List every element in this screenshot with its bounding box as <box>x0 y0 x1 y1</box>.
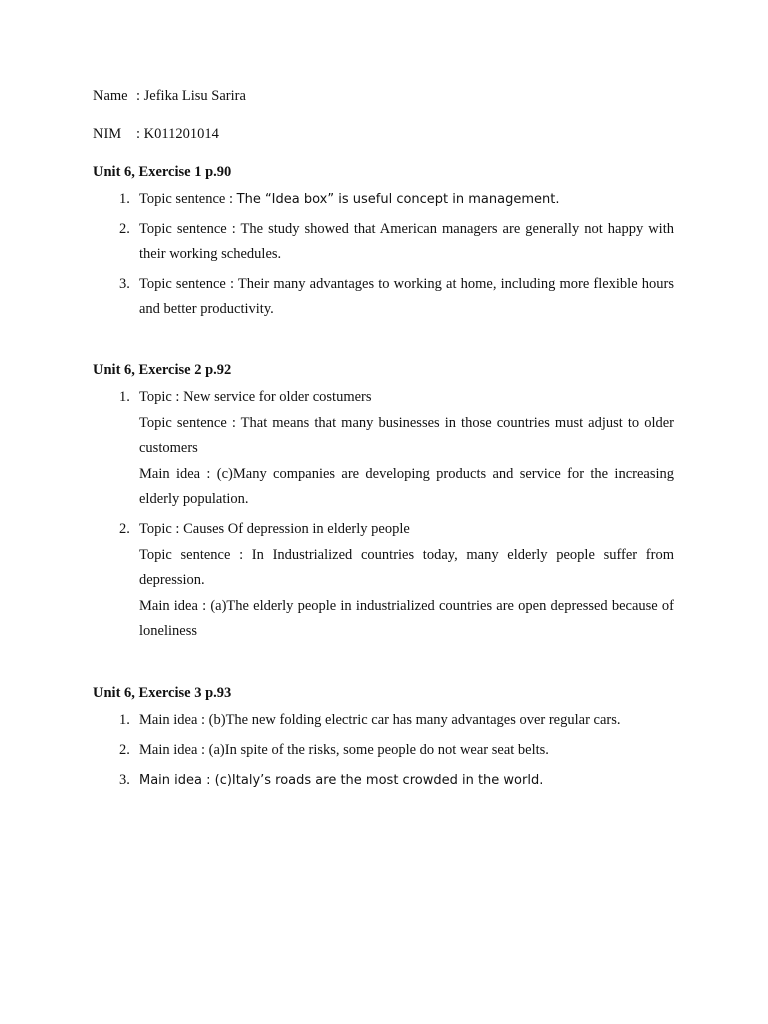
name-value: : Jefika Lisu Sarira <box>136 88 246 104</box>
item-number: 1. <box>119 389 130 405</box>
item-text: Main idea : (b)The new folding electric car has many advantages over regular cars. <box>139 712 621 728</box>
item-number: 3. <box>119 772 130 788</box>
list-item <box>93 517 674 644</box>
item-number: 2. <box>119 521 130 537</box>
item-main-idea: Main idea : (a)The elderly people in industrialized countries are open depressed because of loneliness <box>139 598 674 639</box>
name-row <box>93 86 674 106</box>
item-text-sans: The “Idea box” is useful concept in management. <box>236 192 560 207</box>
item-topic: Topic : Causes Of depression in elderly people <box>139 521 410 537</box>
item-topic: Topic : New service for older costumers <box>139 389 372 405</box>
list-item <box>93 385 674 512</box>
exercise-3-title: Unit 6, Exercise 3 p.93 <box>93 685 232 701</box>
item-topic-sentence: Topic sentence : In Industrialized countries today, many elderly people suffer from depression. <box>139 547 674 588</box>
item-number: 3. <box>119 276 130 292</box>
nim-row <box>93 124 674 144</box>
exercise-1-section <box>93 162 674 322</box>
exercise-1-title: Unit 6, Exercise 1 p.90 <box>93 164 232 180</box>
item-number: 1. <box>119 191 130 207</box>
item-topic-sentence: Topic sentence : That means that many businesses in those countries must adjust to older customers <box>139 415 674 456</box>
list-item <box>93 708 674 733</box>
exercise-1-list <box>93 187 674 322</box>
list-item <box>93 272 674 322</box>
item-text: Main idea : (a)In spite of the risks, some people do not wear seat belts. <box>139 742 549 758</box>
item-number: 2. <box>119 742 130 758</box>
item-text-lead: Topic sentence : <box>139 191 237 207</box>
nim-value: : K011201014 <box>136 126 219 142</box>
item-number: 1. <box>119 712 130 728</box>
exercise-2-section <box>93 360 674 644</box>
list-item <box>93 187 674 212</box>
name-label: Name <box>93 88 128 104</box>
list-item <box>93 217 674 267</box>
exercise-3-section <box>93 683 674 793</box>
exercise-3-list <box>93 708 674 793</box>
item-number: 2. <box>119 221 130 237</box>
item-main-idea: Main idea : (c)Many companies are developing products and service for the increasing elderly population. <box>139 466 674 507</box>
exercise-2-title: Unit 6, Exercise 2 p.92 <box>93 362 232 378</box>
list-item <box>93 738 674 763</box>
document-page <box>93 86 674 798</box>
item-text: Topic sentence : The study showed that American managers are generally not happy with their working schedules. <box>139 221 674 262</box>
exercise-2-list <box>93 385 674 644</box>
item-text: Main idea : (c)Italy’s roads are the most crowded in the world. <box>139 773 544 788</box>
list-item <box>93 768 674 793</box>
item-text <box>139 187 674 212</box>
nim-label: NIM <box>93 126 122 142</box>
item-text: Topic sentence : Their many advantages to working at home, including more flexible hours and better productivity. <box>139 276 674 317</box>
